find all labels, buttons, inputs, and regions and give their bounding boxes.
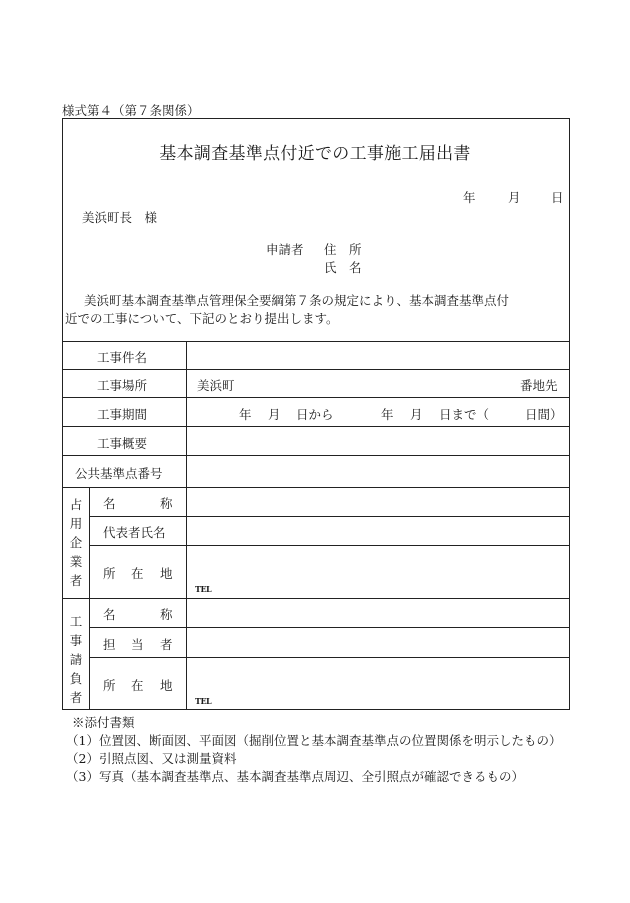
applicant-name-label: 氏 名: [324, 260, 362, 275]
contractor-location-label-c: 地: [160, 678, 173, 693]
table-line: [89, 516, 570, 517]
contractor-tel-label: TEL: [195, 696, 212, 706]
label-work-name: 工事件名: [97, 350, 148, 365]
occupant-location-label-a: 所: [103, 566, 116, 581]
contractor-name-label-a: 名: [103, 607, 116, 622]
date-year: 年: [463, 190, 476, 205]
table-line: [89, 657, 570, 658]
period-days: 日間）: [525, 407, 563, 422]
occupant-name-label-b: 称: [160, 496, 173, 511]
period-from-day: 日から: [296, 407, 334, 422]
attachments-heading: ※添付書類: [72, 715, 135, 730]
occupant-name-label-a: 名: [103, 496, 116, 511]
table-line: [62, 397, 570, 398]
label-work-summary: 工事概要: [97, 436, 148, 451]
period-from-month: 月: [268, 407, 281, 422]
body-text-line-2: 近での工事について、下記のとおり提出します。: [65, 311, 339, 326]
date-day: 日: [551, 190, 564, 205]
table-line: [89, 545, 570, 546]
occupant-location-label-b: 在: [131, 566, 144, 581]
label-work-period: 工事期間: [97, 407, 148, 422]
contractor-location-label-b: 在: [131, 678, 144, 693]
period-to-month: 月: [410, 407, 423, 422]
contractor-charge-label-b: 当: [131, 637, 144, 652]
occupant-group-label: 占 用 企 業 者: [69, 497, 83, 588]
period-to-day: 日まで（: [439, 407, 490, 422]
contractor-name-label-b: 称: [160, 607, 173, 622]
table-line: [62, 341, 570, 342]
body-text-line-1: 美浜町基本調査基準点管理保全要綱第７条の規定により、基本調査基準点付: [84, 293, 510, 308]
table-line: [186, 341, 187, 710]
label-benchmark-number: 公共基準点番号: [75, 466, 163, 481]
occupant-tel-label: TEL: [195, 584, 212, 594]
occupant-representative-label: 代表者氏名: [103, 525, 166, 540]
period-to-year: 年: [381, 407, 394, 422]
work-site-suffix: 番地先: [520, 378, 558, 393]
table-line: [62, 369, 570, 370]
attachment-item: （2）引照点図、又は測量資料: [66, 751, 237, 766]
contractor-location-label-a: 所: [103, 678, 116, 693]
form-number-label: 様式第４（第７条関係）: [62, 103, 200, 118]
contractor-charge-label-a: 担: [103, 637, 116, 652]
document-title: 基本調査基準点付近での工事施工届出書: [159, 144, 471, 164]
contractor-group-label: 工 事 請 負 者: [69, 614, 83, 705]
attachment-item: （1）位置図、断面図、平面図（掘削位置と基本調査基準点の位置関係を明示したもの）: [66, 733, 562, 748]
applicant-label: 申請者: [266, 242, 304, 257]
table-line: [62, 598, 570, 599]
date-month: 月: [508, 190, 521, 205]
contractor-charge-label-c: 者: [160, 637, 173, 652]
occupant-location-label-c: 地: [160, 566, 173, 581]
work-site-town: 美浜町: [197, 378, 235, 393]
table-line: [89, 487, 90, 710]
table-line: [62, 426, 570, 427]
label-work-site: 工事場所: [97, 378, 148, 393]
applicant-address-label: 住 所: [324, 242, 362, 257]
table-line: [62, 455, 570, 456]
period-from-year: 年: [239, 407, 252, 422]
table-line: [89, 627, 570, 628]
table-line: [62, 487, 570, 488]
addressee: 美浜町長 様: [82, 210, 158, 225]
attachment-item: （3）写真（基本調査基準点、基本調査基準点周辺、全引照点が確認できるもの）: [66, 769, 524, 784]
